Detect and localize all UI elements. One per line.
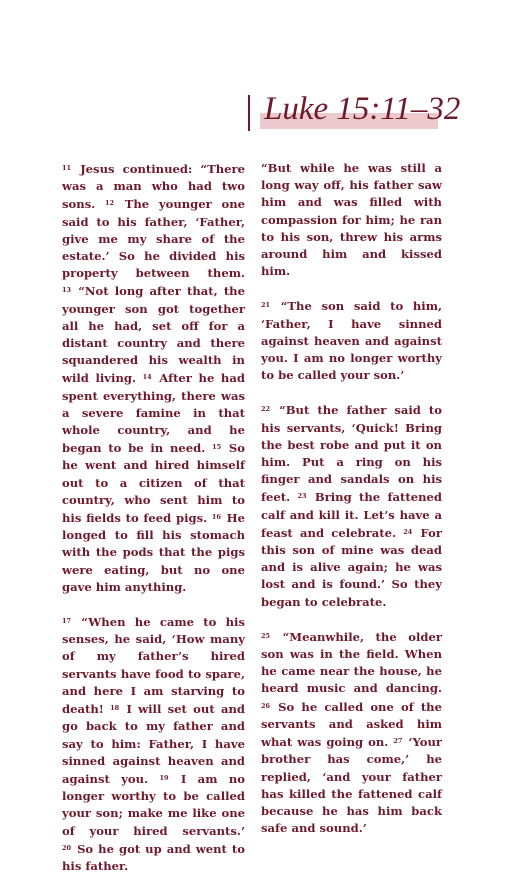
- verse-number: 20: [62, 843, 72, 852]
- paragraph: [62, 160, 245, 596]
- verse-number: 22: [261, 405, 271, 414]
- verse-number: 18: [110, 704, 120, 713]
- verse-text: “But the father said to his servants, ‘Quick! Bring the best robe and put it on him. Put a ring on his finger and sandals on his feet.: [261, 403, 442, 505]
- verse-number: 12: [104, 199, 115, 208]
- verse-number: 15: [212, 443, 222, 452]
- verse-number: 13: [62, 286, 72, 295]
- verse-text: “Meanwhile, the older son was in the field. When he came near the house, he heard music and dancing.: [261, 629, 442, 696]
- paragraph: [261, 401, 442, 610]
- verse-text: For this son of mine was dead and is alive again; he was lost and is found.’ So they began to celebrate.: [261, 525, 442, 609]
- verse-text: “When he came to his senses, he said, ‘How many of my father’s hired servants have food to spare, and here I am starving to death!: [62, 615, 245, 717]
- paragraph: [261, 160, 442, 280]
- paragraph: [261, 628, 442, 837]
- verse-text: “The son said to him, ‘Father, I have sinned against heaven and against you. I am no longer worthy to be called your son.’: [261, 299, 442, 383]
- verse-text: Bring the fattened calf and kill it. Let’s have a feast and celebrate.: [261, 490, 442, 540]
- page-title: Luke 15:11–32: [264, 91, 461, 127]
- verse-number: 26: [261, 701, 271, 710]
- verse-number: 24: [403, 527, 413, 536]
- title-accent-bar: [248, 95, 250, 131]
- verse-text: So he called one of the servants and asked him what was going on.: [261, 699, 442, 750]
- verse-text: I am no longer worthy to be called your son; make me like one of your hired servants.’: [62, 771, 245, 838]
- verse-text: Jesus continued: “There was a man who had two sons.: [62, 162, 245, 212]
- verse-text: I will set out and go back to my father and say to him: Father, I have sinned against heaven and against you.: [62, 702, 245, 786]
- verse-text: After he had spent everything, there was a severe famine in that whole country, and he began to be in need.: [62, 371, 245, 456]
- right-text-column: [261, 160, 442, 854]
- title-block: [248, 93, 468, 131]
- verse-text: The younger one said to his father, ‘Father, give me my share of the estate.’ So he divided his property between them.: [62, 197, 245, 281]
- verse-number: 25: [261, 631, 271, 640]
- verse-number: 19: [159, 773, 169, 782]
- paragraph: [261, 297, 442, 384]
- verse-text: So he went and hired himself out to a citizen of that country, who sent him to his fields to feed pigs.: [62, 441, 245, 526]
- verse-number: 11: [62, 164, 72, 172]
- verse-number: 27: [393, 737, 403, 746]
- verse-number: 17: [62, 617, 72, 626]
- paragraph: [62, 613, 245, 875]
- verse-number: 21: [261, 301, 271, 310]
- verse-text: “But while he was still a long way off, his father saw him and was filled with compassion for him; he ran to his son, threw his arms around him and kissed him.: [261, 161, 442, 279]
- verse-number: 23: [297, 492, 307, 501]
- verse-number: 16: [211, 513, 221, 522]
- verse-text: “Not long after that, the younger son got together all he had, set off for a distant country and there squandered his wealth in wild living.: [62, 284, 245, 386]
- left-text-column: [62, 160, 245, 892]
- verse-text: So he got up and went to his father.: [62, 841, 245, 873]
- verse-text: He longed to fill his stomach with the pods that the pigs were eating, but no one gave him anything.: [62, 511, 245, 594]
- verse-number: 14: [142, 373, 152, 382]
- verse-text: ‘Your brother has come,’ he replied, ‘and your father has killed the fattened calf because he has him back safe and sound.’: [261, 735, 442, 836]
